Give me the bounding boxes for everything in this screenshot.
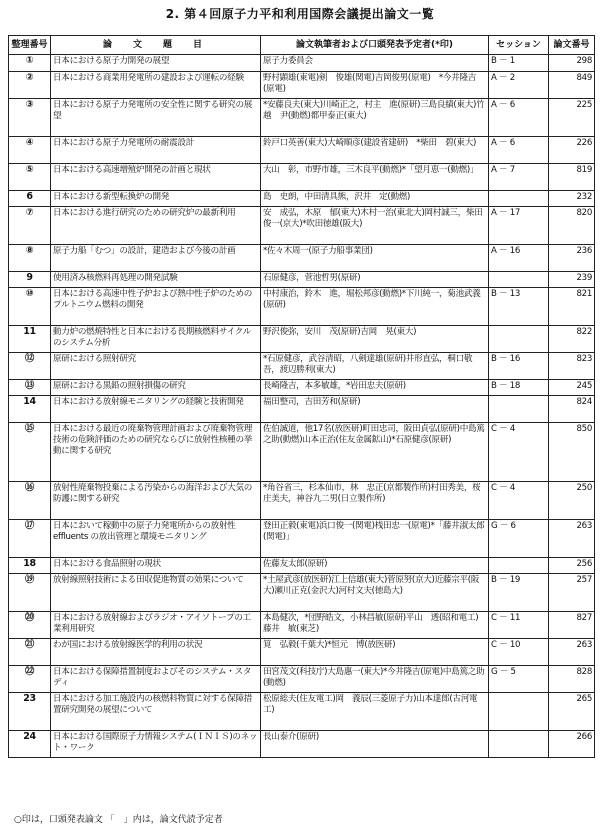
col-header-paper-no: 論文番号 — [549, 36, 595, 55]
row-paper-number: 298 — [549, 55, 595, 72]
row-title: 日本における食品照射の現状 — [51, 558, 261, 574]
row-authors: 長山泰介(原研) — [261, 731, 489, 758]
row-session: C － 10 — [489, 639, 549, 666]
col-header-session: セッション — [489, 36, 549, 55]
row-title: 日本において稼動中の原子力発電所からの放射性 effluents の放出管理と環境モニタリング — [51, 520, 261, 558]
row-paper-number: 236 — [549, 245, 595, 272]
row-session: B － 19 — [489, 574, 549, 612]
row-title: 動力炉の燃焼特性と日本における長期核燃料サイクルのシステム分析 — [51, 326, 261, 353]
row-paper-number: 824 — [549, 396, 595, 423]
row-paper-number: 256 — [549, 558, 595, 574]
row-title: 日本における保障措置制度およびそのシステム・スタディ — [51, 666, 261, 693]
row-authors: 安 成弘，木原 郁(東大)木村一治(東北大)岡村誠三，柴田俊一(京大)*吹田徳雄(阪大) — [261, 207, 489, 245]
table-row — [9, 558, 595, 574]
row-paper-number: 226 — [549, 137, 595, 164]
row-session: G － 5 — [489, 666, 549, 693]
row-authors: 石原健彦，菅池哲男(原研) — [261, 272, 489, 288]
row-number: ② — [9, 72, 51, 99]
row-session: C － 4 — [489, 482, 549, 520]
table-row — [9, 482, 595, 520]
col-header-authors: 論文執筆者および口頭発表予定者(*印) — [261, 36, 489, 55]
row-number: ⑯ — [9, 482, 51, 520]
row-session: A － 17 — [489, 207, 549, 245]
row-authors: 島 史朗，中田清具熊，沢井 定(動燃) — [261, 191, 489, 207]
row-session: A － 2 — [489, 72, 549, 99]
row-session: C － 11 — [489, 612, 549, 639]
row-title: 日本における加工施設内の核燃料物質に対する保障措置研究開発の展望について — [51, 693, 261, 731]
row-number: ⑦ — [9, 207, 51, 245]
row-authors: *佐々木周一(原子力船事業団) — [261, 245, 489, 272]
row-authors: 中村康治，鈴木 進，堀松邦彦(動燃)*下川純一，菊池武義(原研) — [261, 288, 489, 326]
row-session: C － 4 — [489, 423, 549, 482]
table-row — [9, 164, 595, 191]
page-title: 2. 第４回原子力平和利用国際会議提出論文一覧 — [165, 7, 435, 21]
footnote: ○印は，口頭発表論文 「 」内は，論文代読予定者 — [14, 815, 223, 825]
table-row — [9, 520, 595, 558]
row-session — [489, 326, 549, 353]
row-paper-number: 823 — [549, 353, 595, 380]
row-title: 日本における最近の廃棄物管理計画および廃棄物管理技術の危険評価のための研究ならびに放射性核種の挙動に関する研究 — [51, 423, 261, 482]
row-authors: *角谷省三，杉本仙市，林 忠正(京都製作所)村田秀美，桜庄美夫，神谷九二男(日立製作所) — [261, 482, 489, 520]
papers-table — [8, 35, 595, 758]
table-row — [9, 380, 595, 396]
row-title: 日本における放射線およびラジオ・アイソトープの工業利用研究 — [51, 612, 261, 639]
row-session: B － 13 — [489, 288, 549, 326]
row-title: 日本における進行研究のための研究炉の最新利用 — [51, 207, 261, 245]
row-paper-number: 265 — [549, 693, 595, 731]
row-authors: 野沢俊弥，安川 茂(原研)吉岡 晃(東大) — [261, 326, 489, 353]
table-row — [9, 288, 595, 326]
table-row — [9, 612, 595, 639]
row-session: B － 18 — [489, 380, 549, 396]
row-paper-number: 266 — [549, 731, 595, 758]
row-paper-number: 232 — [549, 191, 595, 207]
row-paper-number: 819 — [549, 164, 595, 191]
row-number: 6 — [9, 191, 51, 207]
row-number: 14 — [9, 396, 51, 423]
row-number: 18 — [9, 558, 51, 574]
row-title: 原研における照射研究 — [51, 353, 261, 380]
row-paper-number: 263 — [549, 639, 595, 666]
table-row — [9, 396, 595, 423]
row-authors: *石原健彦，武谷清昭，八剣達雄(原研)井形直弘，桐口敬吾，渡辺勝利(東大) — [261, 353, 489, 380]
table-row — [9, 55, 595, 72]
table-row — [9, 731, 595, 758]
row-paper-number: 850 — [549, 423, 595, 482]
row-number: 23 — [9, 693, 51, 731]
row-title: 原子力船「むつ」の設計，建造および今後の計画 — [51, 245, 261, 272]
row-authors: 佐藤友太郎(原研) — [261, 558, 489, 574]
row-authors: 筧 弘毅(千葉大)*恒元 博(放医研) — [261, 639, 489, 666]
row-number: ⑮ — [9, 423, 51, 482]
row-session: A － 6 — [489, 99, 549, 137]
row-authors: 松原総夫(住友電工)岡 義辰(三菱原子力)山本達郎(古河電工) — [261, 693, 489, 731]
row-paper-number: 245 — [549, 380, 595, 396]
row-paper-number: 849 — [549, 72, 595, 99]
row-session — [489, 396, 549, 423]
row-authors: *安藤良夫(東大)川崎正之，村主 進(原研)三島良績(東大)竹越 尹(動燃)都甲泰正(東大) — [261, 99, 489, 137]
row-paper-number: 821 — [549, 288, 595, 326]
table-row — [9, 666, 595, 693]
row-paper-number: 225 — [549, 99, 595, 137]
row-title: 放射線照射技術による田収促進物質の効果について — [51, 574, 261, 612]
row-number: 9 — [9, 272, 51, 288]
row-authors: 大山 彰，市野市雄，三木良平(動燃)*「望月恵一(動燃)」 — [261, 164, 489, 191]
row-paper-number: 822 — [549, 326, 595, 353]
row-authors: 野村顕雄(東電)剣 俊雄(関電)吉岡俊男(原電) *今井隆吉(原電) — [261, 72, 489, 99]
row-authors: 原子力委員会 — [261, 55, 489, 72]
row-number: ⑤ — [9, 164, 51, 191]
row-paper-number: 250 — [549, 482, 595, 520]
col-header-title: 論 文 題 目 — [51, 36, 261, 55]
row-title: 使用済み核燃料再処理の開発試験 — [51, 272, 261, 288]
table-row — [9, 245, 595, 272]
row-number: ㉒ — [9, 666, 51, 693]
table-row — [9, 353, 595, 380]
row-title: 日本における高速中性子炉および熱中性子炉のためのプルトニウム燃料の開発 — [51, 288, 261, 326]
row-number: ⑬ — [9, 380, 51, 396]
row-session: A － 7 — [489, 164, 549, 191]
row-authors: 福田整司，吉田芳和(原研) — [261, 396, 489, 423]
row-title: 原研における黒鉛の照射損傷の研究 — [51, 380, 261, 396]
row-paper-number: 257 — [549, 574, 595, 612]
row-number: ③ — [9, 99, 51, 137]
row-title: 日本における原子力発電所の安全性に関する研究の展望 — [51, 99, 261, 137]
table-row — [9, 99, 595, 137]
row-number: ① — [9, 55, 51, 72]
row-authors: 鈴戸口英善(東大)大崎順彦(建設省建研) *柴田 碧(東大) — [261, 137, 489, 164]
row-number: ⑩ — [9, 288, 51, 326]
row-session: B － 16 — [489, 353, 549, 380]
table-row — [9, 693, 595, 731]
row-paper-number: 827 — [549, 612, 595, 639]
row-title: 日本における原子力開発の展望 — [51, 55, 261, 72]
row-paper-number: 239 — [549, 272, 595, 288]
table-row — [9, 72, 595, 99]
row-session — [489, 272, 549, 288]
row-session: A － 16 — [489, 245, 549, 272]
row-number: ④ — [9, 137, 51, 164]
row-authors: 田宮茂文(科技庁)大島惠一(東大)*今井隆吉(原電)中島篤之助(動燃) — [261, 666, 489, 693]
row-number: ㉑ — [9, 639, 51, 666]
row-paper-number: 828 — [549, 666, 595, 693]
row-number: ⑰ — [9, 520, 51, 558]
row-number: ⑫ — [9, 353, 51, 380]
table-row — [9, 137, 595, 164]
row-authors: 登田正毅(東電)浜口俊一(関電)桟田忠一(原電)*「藤井淑太郎(関電)」 — [261, 520, 489, 558]
row-number: ⑳ — [9, 612, 51, 639]
row-session — [489, 693, 549, 731]
row-title: 放射性廃棄物投棄による汚染からの海洋および大気の防護に関する研究 — [51, 482, 261, 520]
table-row — [9, 326, 595, 353]
row-session — [489, 191, 549, 207]
row-session — [489, 558, 549, 574]
col-header-no: 整理番号 — [9, 36, 51, 55]
row-number: 24 — [9, 731, 51, 758]
row-session — [489, 731, 549, 758]
table-row — [9, 191, 595, 207]
table-row — [9, 423, 595, 482]
row-authors: *土屋武彦(放医研)江上信雄(東大)菅原努(京大)近藤宗平(阪大)瀬川正克(金沢大)河村文夫(徳島大) — [261, 574, 489, 612]
row-title: 日本における新型転換炉の開発 — [51, 191, 261, 207]
row-number: 11 — [9, 326, 51, 353]
row-number: ⑧ — [9, 245, 51, 272]
row-session: A － 6 — [489, 137, 549, 164]
row-paper-number: 263 — [549, 520, 595, 558]
row-title: 日本における国際原子力情報システム(ＩＮＩＳ)のネット・ワーク — [51, 731, 261, 758]
row-title: 日本における商業用発電所の建設および運転の経験 — [51, 72, 261, 99]
row-title: 日本における高速増殖炉開発の計画と現状 — [51, 164, 261, 191]
table-row — [9, 272, 595, 288]
table-row — [9, 207, 595, 245]
row-number: ⑲ — [9, 574, 51, 612]
row-title: 日本における放射線モニタリングの経験と技術開発 — [51, 396, 261, 423]
table-header-row — [9, 36, 595, 55]
row-paper-number: 820 — [549, 207, 595, 245]
table-row — [9, 639, 595, 666]
row-session: B － 1 — [489, 55, 549, 72]
row-session: G － 6 — [489, 520, 549, 558]
row-authors: 佐伯誠道，他17名(放医研)町田忠司，阪田貞弘(原研)中島篤之助(動燃)山本正治(住友金属鉱山)*石原健彦(原研) — [261, 423, 489, 482]
row-authors: 長崎隆吉，本多敏雄，*岩田忠夫(原研) — [261, 380, 489, 396]
row-title: 日本における原子力発電所の耐震設計 — [51, 137, 261, 164]
table-row — [9, 574, 595, 612]
row-authors: 本島健次，*団野皓文，小林昌敏(原研)平山 透(昭和電工)藤井 敏(東芝) — [261, 612, 489, 639]
row-title: わが国における放射線医学的利用の状況 — [51, 639, 261, 666]
